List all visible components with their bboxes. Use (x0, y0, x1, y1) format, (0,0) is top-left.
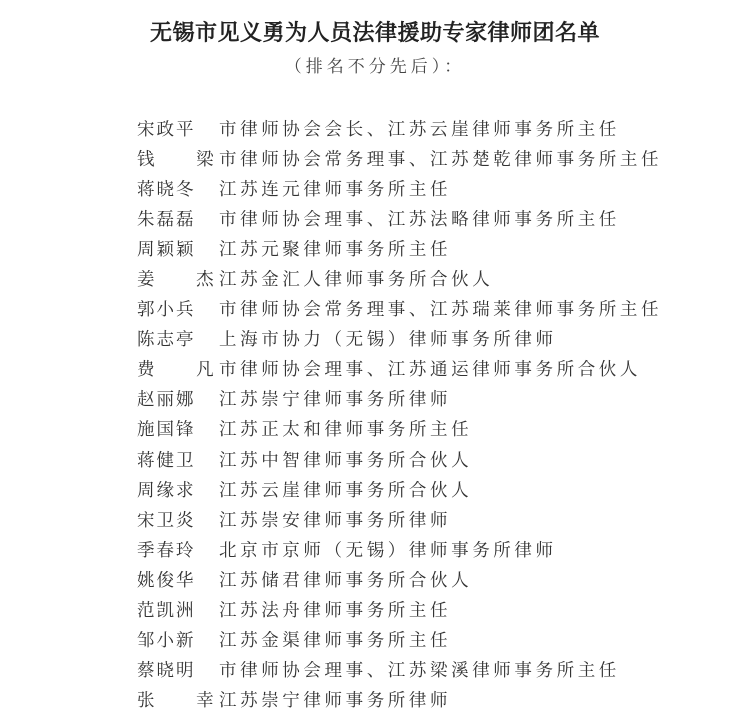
member-name: 周颖颖 (137, 239, 196, 260)
member-role: 江苏云崖律师事务所合伙人 (219, 480, 473, 501)
member-name: 蒋晓冬 (137, 179, 196, 200)
member-role: 市律师协会理事、江苏法略律师事务所主任 (219, 209, 620, 230)
member-role: 江苏连元律师事务所主任 (219, 179, 452, 200)
member-name: 陈志亭 (137, 330, 196, 351)
member-name: 周缘求 (137, 480, 196, 501)
member-name: 张 幸 (137, 691, 232, 712)
member-role: 江苏崇宁律师事务所律师 (219, 390, 452, 411)
member-row (137, 143, 737, 173)
document-title: 无锡市见义勇为人员法律援助专家律师团名单 (149, 20, 600, 46)
member-name: 宋政平 (137, 119, 196, 140)
member-role: 江苏储君律师事务所合伙人 (219, 570, 473, 591)
member-role: 江苏崇安律师事务所律师 (219, 510, 452, 531)
member-role: 江苏崇宁律师事务所律师 (219, 691, 452, 712)
member-name: 朱磊磊 (137, 209, 196, 230)
member-role: 市律师协会理事、江苏梁溪律师事务所主任 (219, 661, 620, 682)
member-role: 江苏法舟律师事务所主任 (219, 601, 452, 622)
member-name: 钱 梁 (137, 149, 232, 170)
member-row (137, 685, 737, 715)
member-name: 宋卫炎 (137, 510, 196, 531)
member-row (137, 444, 737, 474)
member-name: 姜 杰 (137, 270, 232, 291)
member-row (137, 474, 737, 504)
member-name: 蔡晓明 (137, 661, 196, 682)
member-row (137, 655, 737, 685)
member-role: 市律师协会理事、江苏通运律师事务所合伙人 (219, 360, 641, 381)
member-name: 姚俊华 (137, 570, 196, 591)
member-name: 施国锋 (137, 420, 196, 441)
member-row (137, 263, 737, 293)
member-row (137, 564, 737, 594)
member-list (137, 113, 737, 715)
member-role: 江苏正太和律师事务所主任 (219, 420, 473, 441)
member-name: 季春玲 (137, 540, 196, 561)
member-role: 北京市京师（无锡）律师事务所律师 (219, 540, 557, 561)
member-row (137, 384, 737, 414)
member-row (137, 595, 737, 625)
member-role: 江苏元聚律师事务所主任 (219, 239, 452, 260)
member-row (137, 294, 737, 324)
member-row (137, 504, 737, 534)
member-row (137, 534, 737, 564)
member-row (137, 233, 737, 263)
member-name: 郭小兵 (137, 300, 196, 321)
member-name: 邹小新 (137, 631, 196, 652)
member-row (137, 414, 737, 444)
member-role: 市律师协会常务理事、江苏瑞莱律师事务所主任 (219, 300, 663, 321)
member-row (137, 173, 737, 203)
member-role: 市律师协会会长、江苏云崖律师事务所主任 (219, 119, 620, 140)
member-row (137, 324, 737, 354)
member-row (137, 113, 737, 143)
member-role: 上海市协力（无锡）律师事务所律师 (219, 330, 557, 351)
member-row (137, 625, 737, 655)
member-role: 江苏金汇人律师事务所合伙人 (219, 270, 494, 291)
member-name: 费 凡 (137, 360, 232, 381)
member-name: 蒋健卫 (137, 450, 196, 471)
member-name: 赵丽娜 (137, 390, 196, 411)
document-subtitle: （排名不分先后）： (284, 57, 466, 77)
member-role: 江苏金渠律师事务所主任 (219, 631, 452, 652)
member-row (137, 354, 737, 384)
member-row (137, 203, 737, 233)
member-role: 江苏中智律师事务所合伙人 (219, 450, 473, 471)
member-role: 市律师协会常务理事、江苏楚乾律师事务所主任 (219, 149, 663, 170)
member-name: 范凯洲 (137, 601, 196, 622)
